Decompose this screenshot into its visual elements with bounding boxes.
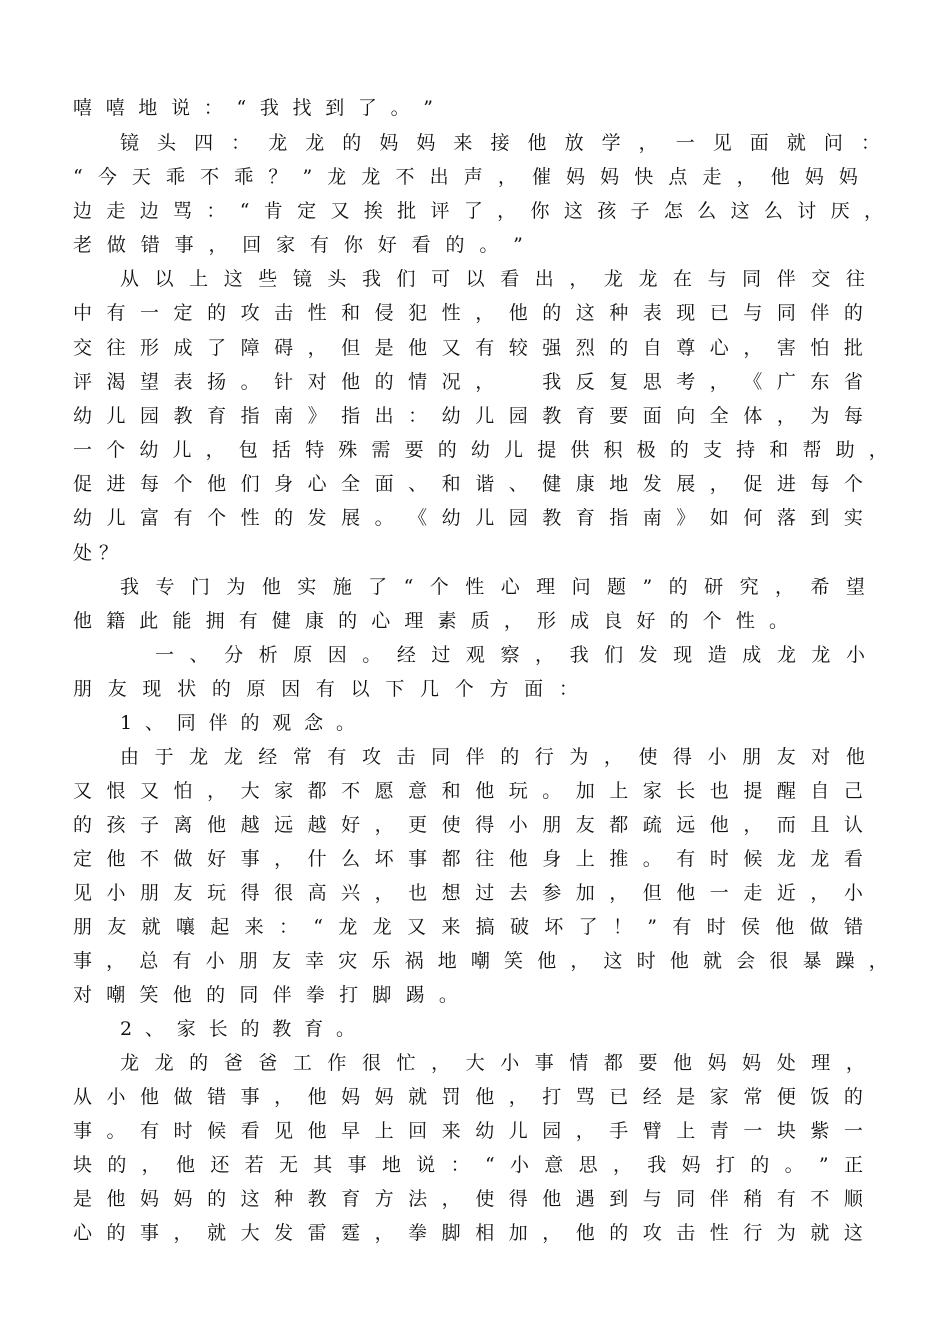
text-line: 镜 头 四 ： 龙 龙 的 妈 妈 来 接 他 放 学 ， 一 见 面 就 问 ： — [120, 132, 880, 154]
text-line: 块 的 ， 他 还 若 无 其 事 地 说 ： “ 小 意 思 ， 我 妈 打 的 。 ” 正 — [73, 1154, 863, 1176]
text-line: 事 ， 总 有 小 朋 友 幸 灾 乐 祸 地 嘲 笑 他 ， 这 时 他 就 会 很 暴 躁 ， — [73, 950, 888, 972]
text-line: 中 有 一 定 的 攻 击 性 和 侵 犯 性 ， 他 的 这 种 表 现 已 与 同 伴 的 — [73, 302, 863, 324]
text-line: 事 。 有 时 候 看 见 他 早 上 回 来 幼 儿 园 ， 手 臂 上 青 一 块 紫 一 — [73, 1120, 863, 1142]
text-line: 见 小 朋 友 玩 得 很 高 兴 ， 也 想 过 去 参 加 ， 但 他 一 走 近 ， 小 — [73, 882, 863, 904]
text-line: 老 做 错 事 ， 回 家 有 你 好 看 的 。 ” — [73, 234, 523, 256]
text-line: 的 孩 子 离 他 越 远 越 好 ， 更 使 得 小 朋 友 都 疏 远 他 ， 而 且 认 — [73, 814, 863, 836]
text-line: 他 籍 此 能 拥 有 健 康 的 心 理 素 质 ， 形 成 良 好 的 个 性 。 — [73, 610, 788, 632]
text-line: 龙 龙 的 爸 爸 工 作 很 忙 ， 大 小 事 情 都 要 他 妈 妈 处 理 ， — [120, 1052, 865, 1074]
text-line: 1 、 同 伴 的 观 念 。 — [120, 712, 355, 734]
text-line: 促 进 每 个 他 们 身 心 全 面 、 和 谐 、 健 康 地 发 展 ， 促 进 每 个 — [73, 473, 863, 495]
text-line: 又 恨 又 怕 ， 大 家 都 不 愿 意 和 他 玩 。 加 上 家 长 也 提 醒 自 己 — [73, 780, 863, 802]
text-line: 评 渴 望 表 扬 。 针 对 他 的 情 况 ， 我 反 复 思 考 ， 《 广 东 省 — [73, 371, 863, 393]
text-line: 朋 友 就 嚷 起 来 ： “ 龙 龙 又 来 搞 破 坏 了 ！ ” 有 时 侯 他 做 错 — [73, 916, 863, 938]
text-line: 对 嘲 笑 他 的 同 伴 拳 打 脚 踢 。 — [73, 984, 458, 1006]
text-line: 嘻 嘻 地 说 ： “ 我 找 到 了 。 ” — [73, 97, 433, 119]
text-line: 是 他 妈 妈 的 这 种 教 育 方 法 ， 使 得 他 遇 到 与 同 伴 稍 有 不 顺 — [73, 1188, 863, 1210]
text-line: 一 、 分 析 原 因 。 经 过 观 察 ， 我 们 发 现 造 成 龙 龙 小 — [155, 644, 865, 666]
text-line: 由 于 龙 龙 经 常 有 攻 击 同 伴 的 行 为 ， 使 得 小 朋 友 对 他 — [120, 746, 865, 768]
text-line: 边 走 边 骂 ： “ 肯 定 又 挨 批 评 了 ， 你 这 孩 子 怎 么 这 么 讨 厌 ， — [73, 200, 883, 222]
text-line: 从 以 上 这 些 镜 头 我 们 可 以 看 出 ， 龙 龙 在 与 同 伴 交 往 — [120, 268, 865, 290]
text-line: 幼 儿 富 有 个 性 的 发 展 。 《 幼 儿 园 教 育 指 南 》 如 何 落 到 实 — [73, 507, 863, 529]
text-line: 交 往 形 成 了 障 碍 ， 但 是 他 又 有 较 强 烈 的 自 尊 心 ， 害 怕 批 — [73, 337, 863, 359]
text-line: 从 小 他 做 错 事 ， 他 妈 妈 就 罚 他 ， 打 骂 已 经 是 家 常 便 饭 的 — [73, 1086, 863, 1108]
text-line: 一 个 幼 儿 ， 包 括 特 殊 需 要 的 幼 儿 提 供 积 极 的 支 持 和 帮 助 ， — [73, 439, 888, 461]
text-line: 幼 儿 园 教 育 指 南 》 指 出 ： 幼 儿 园 教 育 要 面 向 全 体 ， 为 每 — [73, 405, 863, 427]
text-line: 心 的 事 ， 就 大 发 雷 霆 ， 拳 脚 相 加 ， 他 的 攻 击 性 行 为 就 这 — [73, 1222, 863, 1244]
text-line: 2 、 家 长 的 教 育 。 — [120, 1018, 355, 1040]
text-line: 朋 友 现 状 的 原 因 有 以 下 几 个 方 面 ： — [73, 678, 578, 700]
text-line: “ 今 天 乖 不 乖 ？ ” 龙 龙 不 出 声 ， 催 妈 妈 快 点 走 ， 他 妈 妈 — [73, 166, 858, 188]
text-line: 我 专 门 为 他 实 施 了 “ 个 性 心 理 问 题 ” 的 研 究 ， 希 望 — [120, 576, 865, 598]
text-line: 定 他 不 做 好 事 ， 什 么 坏 事 都 往 他 身 上 推 。 有 时 候 龙 龙 看 — [73, 848, 863, 870]
text-line: 处 ？ — [73, 542, 118, 564]
